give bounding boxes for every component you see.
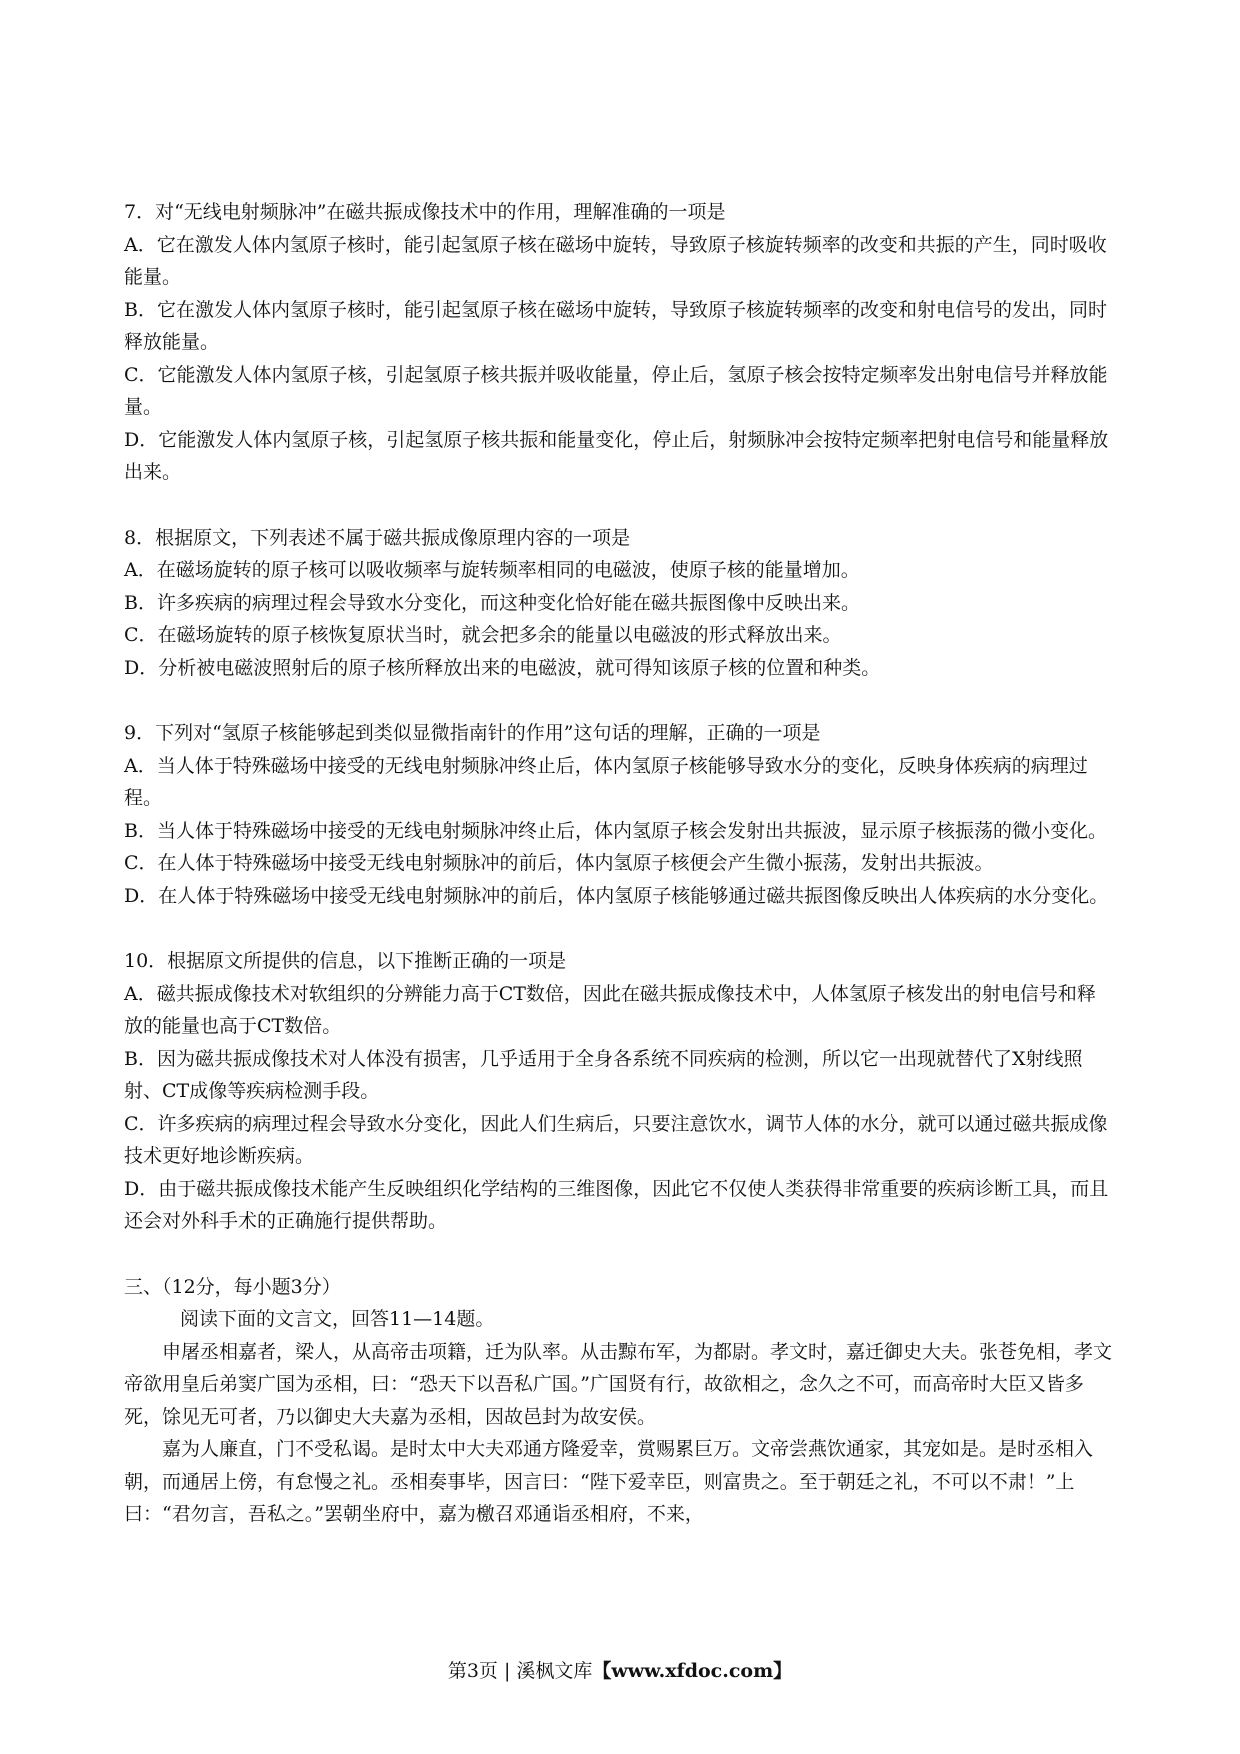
option-b: B．许多疾病的病理过程会导致水分变化，而这种变化恰好能在磁共振图像中反映出来。 [124, 591, 860, 614]
option-d: D．分析被电磁波照射后的原子核所释放出来的电磁波，就可得知该原子核的位置和种类。 [124, 656, 881, 679]
section-3 [124, 1271, 1114, 1531]
question-stem: 10．根据原文所提供的信息，以下推断正确的一项是 [124, 950, 567, 972]
option-a: A．它在激发人体内氢原子核时，能引起氢原子核在磁场中旋转，导致原子核旋转频率的改变和共振的产生，同时吸收能量。 [124, 233, 1107, 288]
question-10 [124, 945, 1114, 1238]
question-stem: 9．下列对“氢原子核能够起到类似显微指南针的作用”这句话的理解，正确的一项是 [124, 722, 821, 744]
option-c: C．在人体于特殊磁场中接受无线电射频脉冲的前后，体内氢原子核便会产生微小振荡，发射出共振波。 [124, 852, 994, 874]
option-b: B．当人体于特殊磁场中接受的无线电射频脉冲终止后，体内氢原子核会发射出共振波，显示原子核振荡的微小变化。 [124, 819, 1107, 842]
spacer [124, 912, 1114, 945]
section-heading: 三、（12分，每小题3分） [124, 1275, 341, 1298]
page-footer [0, 1656, 1240, 1683]
question-9 [124, 717, 1114, 912]
classical-paragraph: 嘉为人廉直，门不受私谒。是时太中大夫邓通方隆爱幸，赏赐累巨万。文帝尝燕饮通家，其宠如是。是时丞相入朝，而通居上傍，有怠慢之礼。丞相奏事毕，因言曰：“陛下爱幸臣，则富贵之。至于朝廷之礼，不可以不肃！”上曰：“君勿言，吾私之。”罢朝坐府中，嘉为檄召邓通诣丞相府，不来， [124, 1438, 1094, 1525]
site-url: 【www.xfdoc.com】 [592, 1660, 793, 1682]
option-b: B．因为磁共振成像技术对人体没有损害，几乎适用于全身各系统不同疾病的检测，所以它一出现就替代了X射线照射、CT成像等疾病检测手段。 [124, 1047, 1083, 1102]
option-a: A．在磁场旋转的原子核可以吸收频率与旋转频率相同的电磁波，使原子核的能量增加。 [124, 559, 860, 581]
spacer [124, 489, 1114, 522]
question-stem: 8．根据原文，下列表述不属于磁共振成像原理内容的一项是 [124, 526, 631, 549]
option-a: A．磁共振成像技术对软组织的分辨能力高于CT数倍，因此在磁共振成像技术中，人体氢原子核发出的射电信号和释放的能量也高于CT数倍。 [124, 982, 1096, 1037]
option-c: C．它能激发人体内氢原子核，引起氢原子核共振并吸收能量，停止后，氢原子核会按特定频率发出射电信号并释放能量。 [124, 363, 1108, 418]
section-instruction: 阅读下面的文言文，回答11—14题。 [180, 1308, 495, 1330]
site-name: 溪枫文库 [516, 1660, 593, 1682]
classical-paragraph: 申屠丞相嘉者，梁人，从高帝击项籍，迁为队率。从击黥布军，为都尉。孝文时，嘉迁御史大夫。张苍免相，孝文帝欲用皇后弟窦广国为丞相，曰：“恐天下以吾私广国。”广国贤有行，故欲相之，念久之不可，而高帝时大臣又皆多死，馀见无可者，乃以御史大夫嘉为丞相，因故邑封为故安侯。 [124, 1340, 1113, 1428]
option-c: C．许多疾病的病理过程会导致水分变化，因此人们生病后，只要注意饮水，调节人体的水分，就可以通过磁共振成像技术更好地诊断疾病。 [124, 1112, 1108, 1167]
option-a: A．当人体于特殊磁场中接受的无线电射频脉冲终止后，体内氢原子核能够导致水分的变化，反映身体疾病的病理过程。 [124, 754, 1088, 809]
page-content [124, 196, 1114, 1531]
option-d: D．由于磁共振成像技术能产生反映组织化学结构的三维图像，因此它不仅使人类获得非常重要的疾病诊断工具，而且还会对外科手术的正确施行提供帮助。 [124, 1177, 1109, 1232]
question-stem: 7．对“无线电射频脉冲”在磁共振成像技术中的作用，理解准确的一项是 [124, 201, 726, 223]
question-7 [124, 196, 1114, 489]
footer-separator: | [503, 1660, 511, 1682]
option-d: D．它能激发人体内氢原子核，引起氢原子核共振和能量变化，停止后，射频脉冲会按特定频率把射电信号和能量释放出来。 [124, 428, 1109, 483]
option-b: B．它在激发人体内氢原子核时，能引起氢原子核在磁场中旋转，导致原子核旋转频率的改变和射电信号的发出，同时释放能量。 [124, 298, 1107, 353]
page-number: 第3页 [447, 1660, 498, 1682]
spacer [124, 684, 1114, 717]
option-d: D．在人体于特殊磁场中接受无线电射频脉冲的前后，体内氢原子核能够通过磁共振图像反映出人体疾病的水分变化。 [124, 884, 1109, 907]
spacer [124, 1238, 1114, 1271]
question-8 [124, 522, 1114, 685]
option-c: C．在磁场旋转的原子核恢复原状当时，就会把多余的能量以电磁波的形式释放出来。 [124, 624, 842, 646]
